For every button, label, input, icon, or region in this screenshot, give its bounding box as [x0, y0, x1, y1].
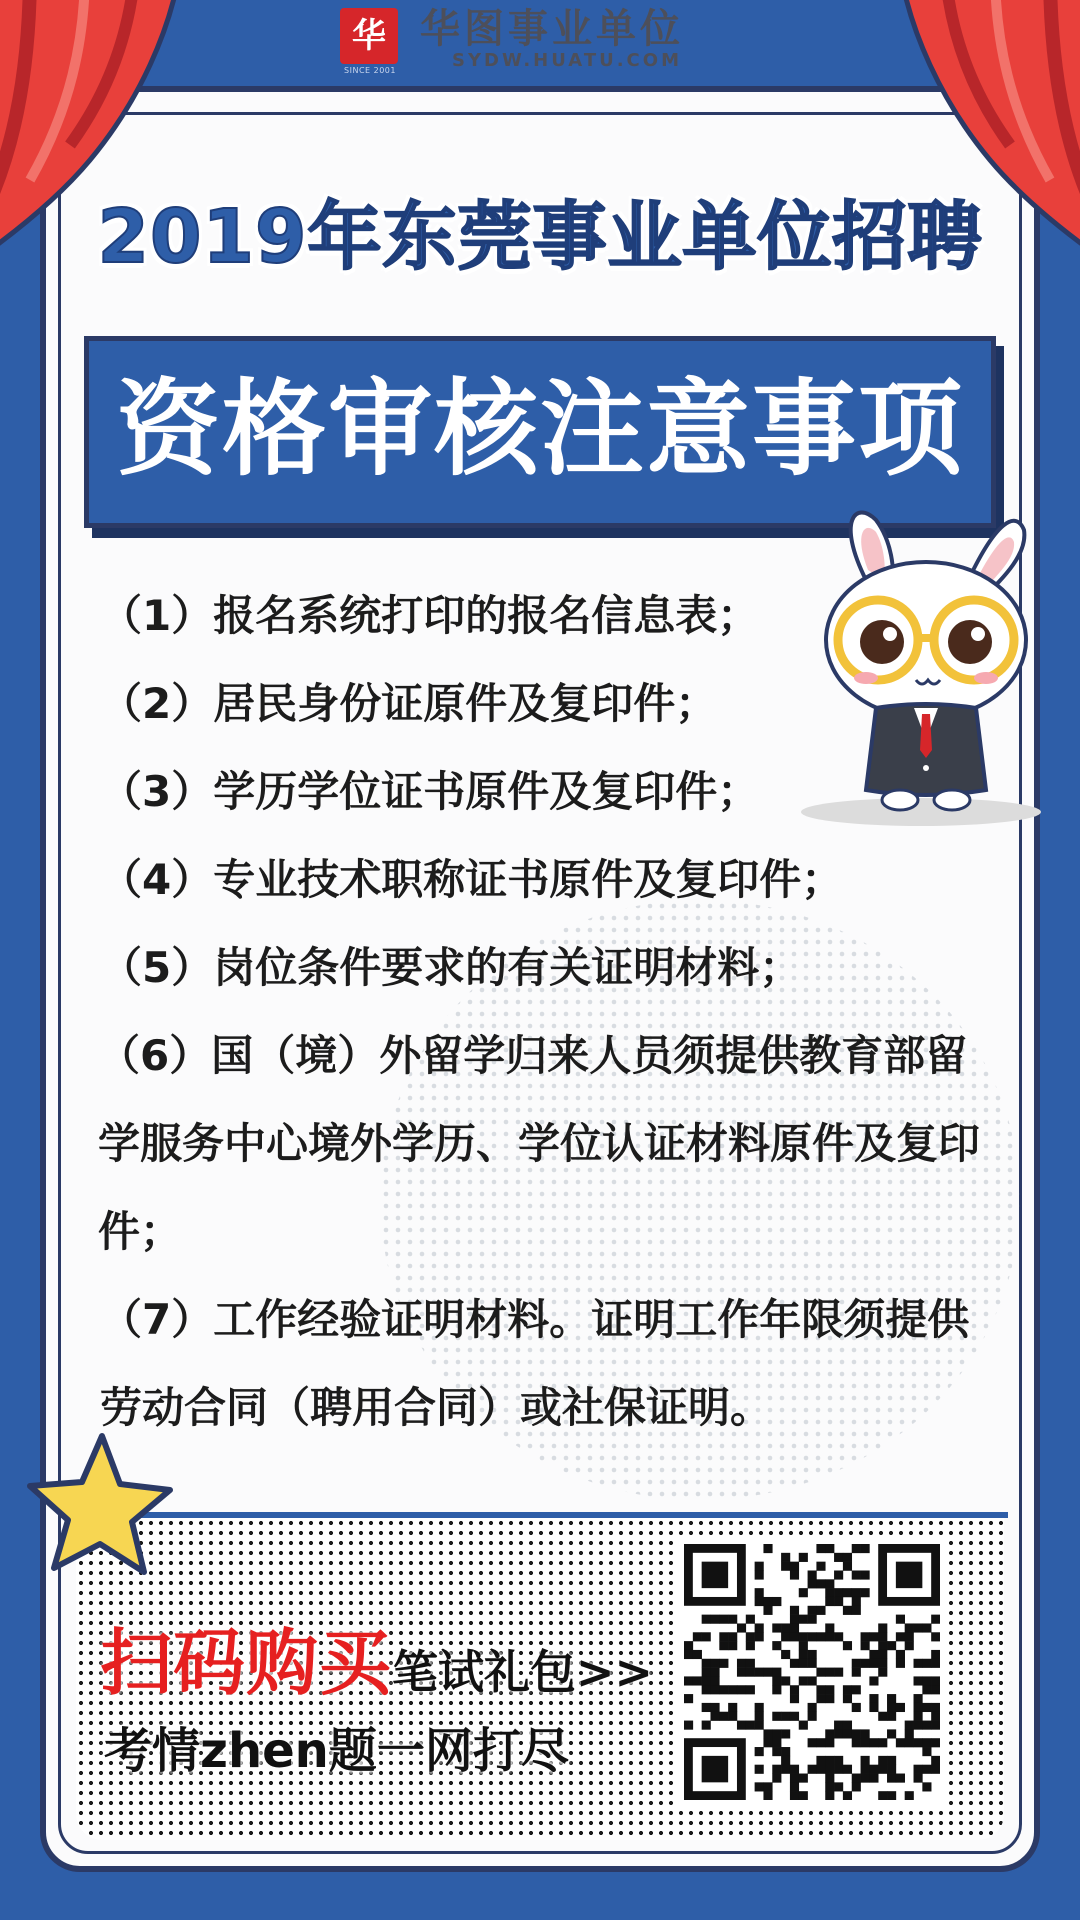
list-item: （5）岗位条件要求的有关证明材料；	[100, 943, 802, 992]
list-item: （6）国（境）外留学归来人员须提供教育部留学服务中心境外学历、学位认证材料原件及复印件；	[98, 1031, 981, 1256]
poster-title: 2019年东莞事业单位招聘	[97, 194, 983, 280]
logo-mark-icon: 华	[340, 8, 398, 64]
promo-headline	[100, 1605, 653, 1709]
list-item: （4）专业技术职称证书原件及复印件；	[100, 855, 844, 904]
list-item: （7）工作经验证明材料。证明工作年限须提供劳动合同（聘用合同）或社保证明。	[100, 1295, 970, 1432]
logo-since: SINCE 2001	[344, 66, 396, 75]
promo-gift-text: 笔试礼包>>	[392, 1645, 654, 1699]
subtitle-text: 资格审核注意事项	[115, 368, 964, 490]
promo-tagline: 考情zhen题一网打尽	[104, 1723, 569, 1779]
logo-domain: SYDW.HUATU.COM	[452, 50, 682, 71]
list-item: （1）报名系统打印的报名信息表；	[100, 591, 760, 640]
promo-buy-text: 扫码购买	[100, 1621, 393, 1705]
rabbit-mascot-icon	[796, 500, 1046, 830]
brand-logo	[340, 6, 750, 75]
star-icon	[24, 1428, 174, 1578]
qr-code-icon[interactable]	[676, 1536, 948, 1808]
logo-name: 华图事业单位	[420, 6, 684, 52]
list-item: （2）居民身份证原件及复印件；	[100, 679, 718, 728]
list-item: （3）学历学位证书原件及复印件；	[100, 767, 760, 816]
